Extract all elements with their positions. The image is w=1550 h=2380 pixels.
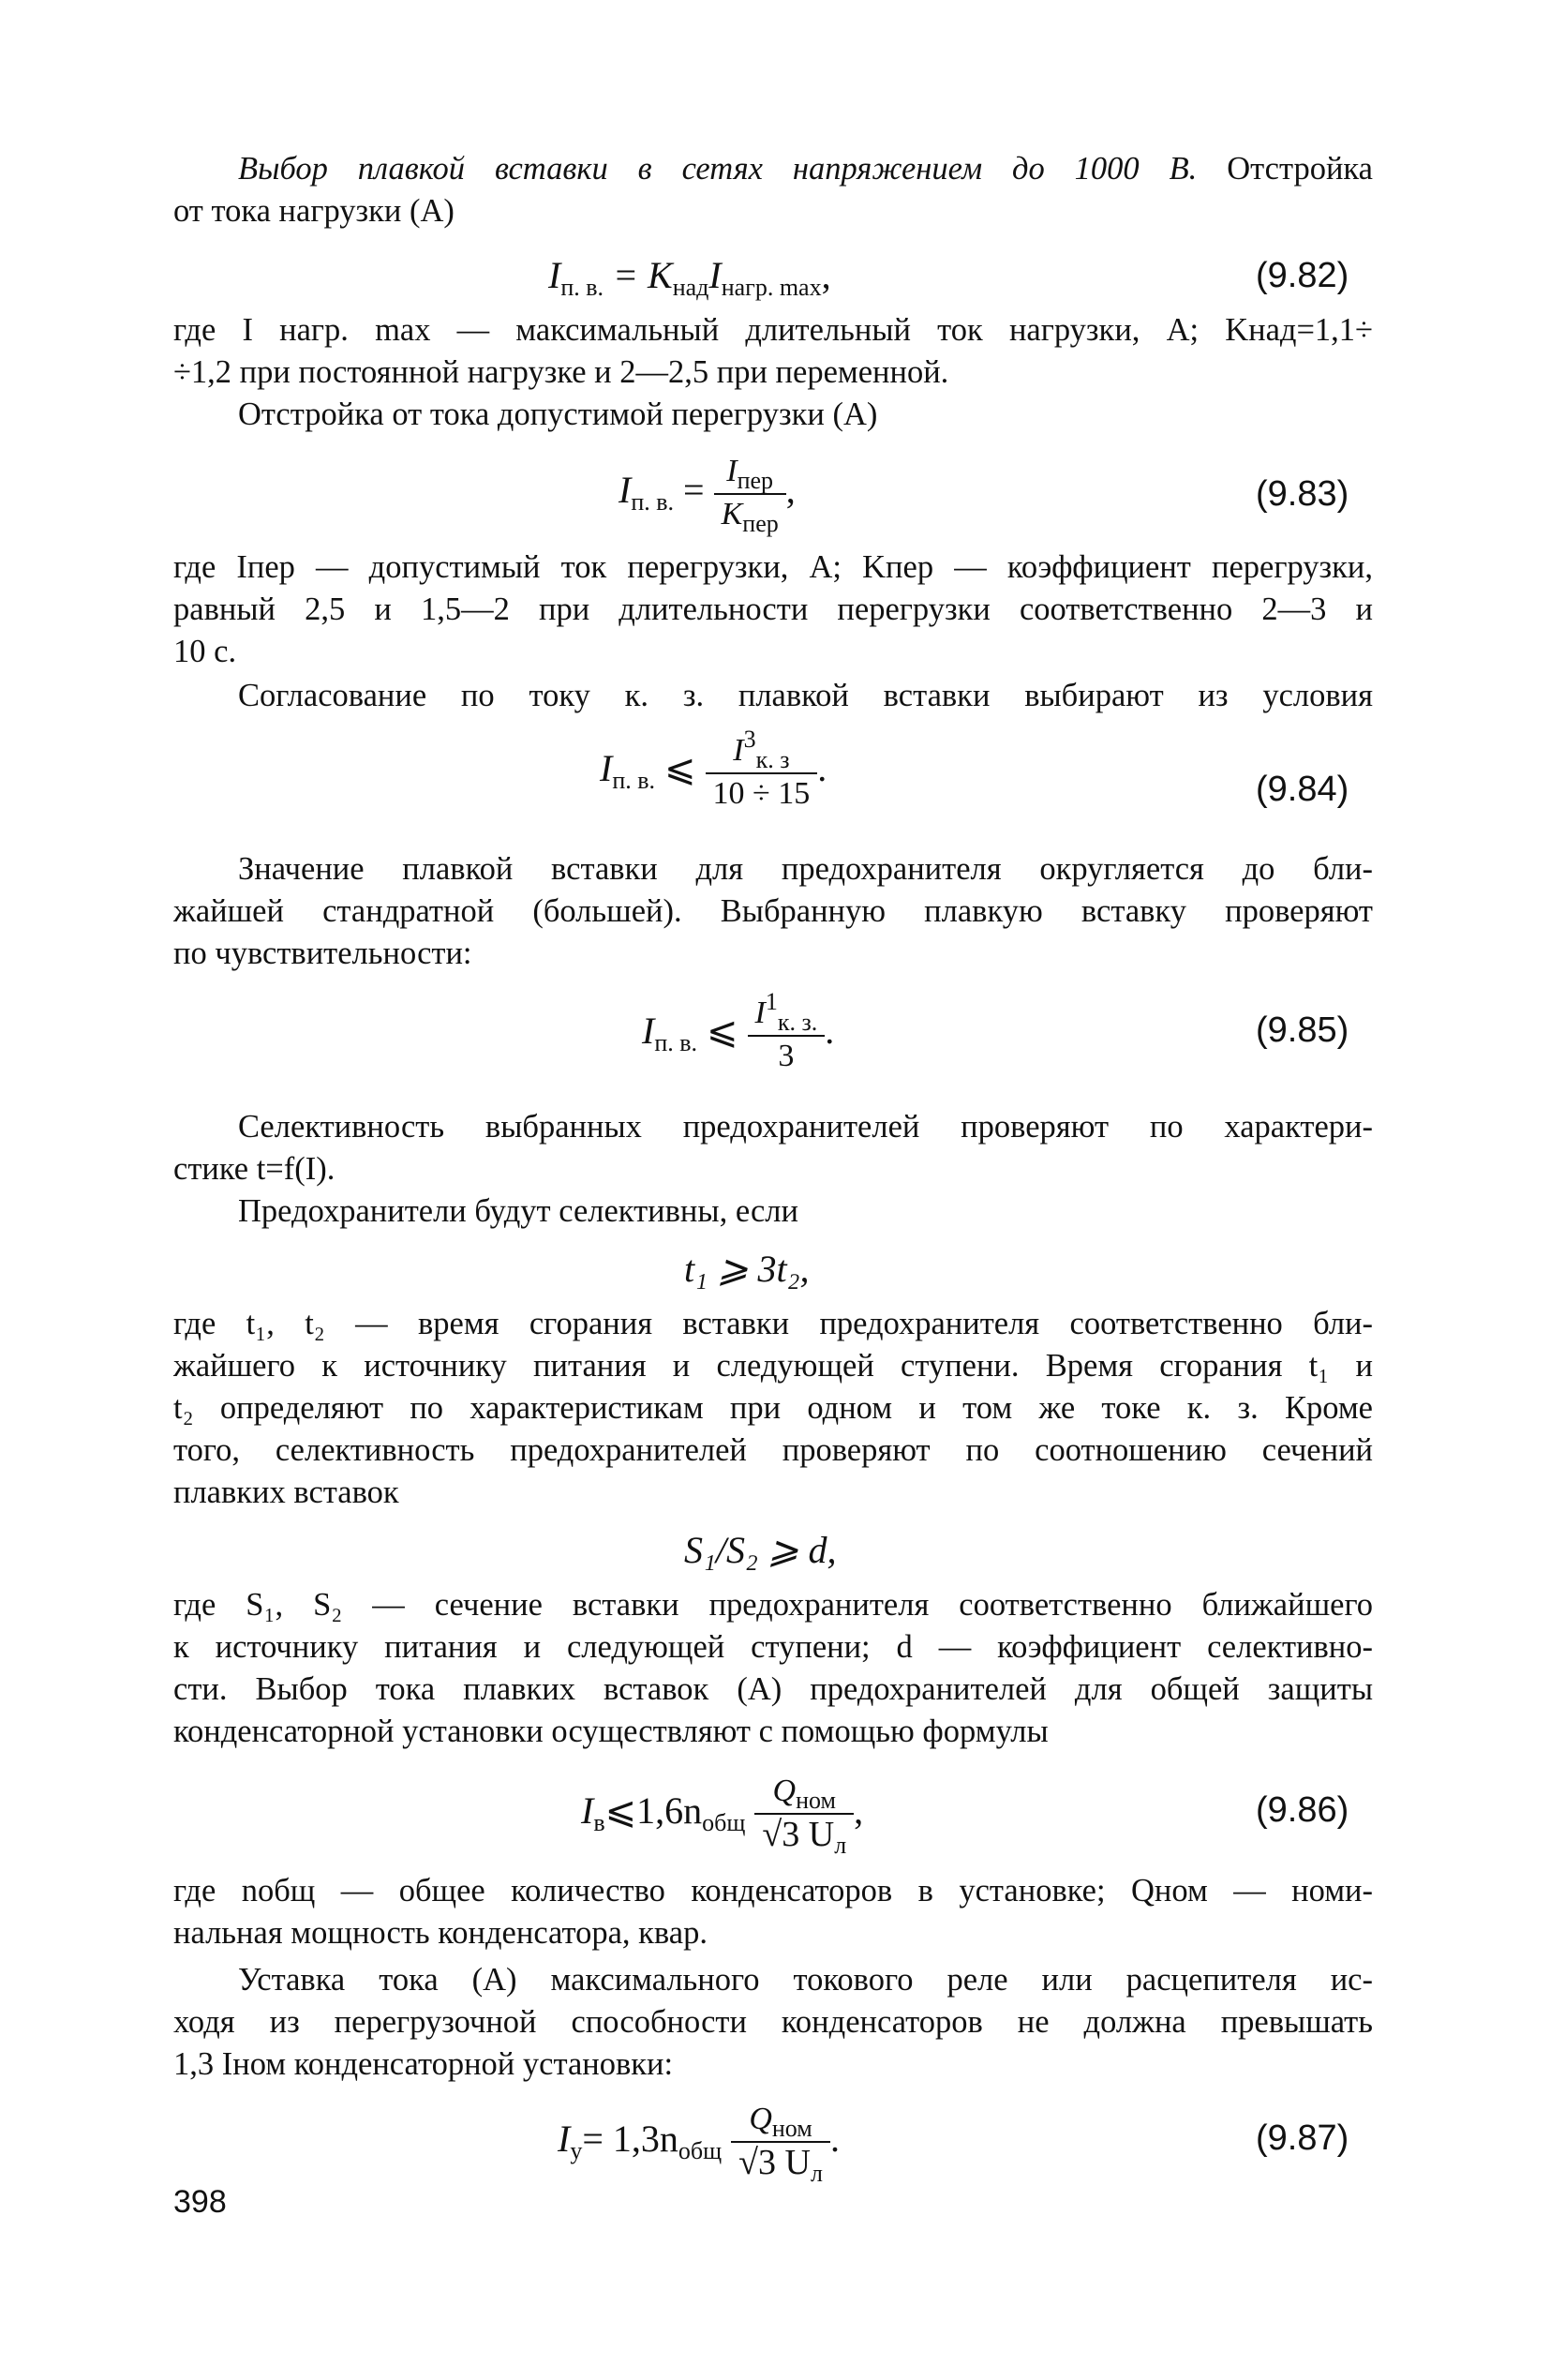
text-line: жайшей стандратной (большей). Выбранную плавкую вставку проверяют <box>173 893 1373 929</box>
text-line: плавких вставок <box>173 1474 399 1510</box>
text-line: Согласование по току к. з. плавкой вставки выбирают из условия <box>238 678 1373 713</box>
text-line: t₂ определяют по характеристикам при одном и том же токе к. з. Кроме <box>173 1390 1373 1426</box>
text-line: стике t=f(I). <box>173 1151 335 1187</box>
formula-9-82: $I_{п. в.} = K_{над}I_{нагр. max}$, <box>548 254 831 301</box>
text-line: жайшего к источнику питания и следующей ступени. Время сгорания t₁ и <box>173 1348 1373 1384</box>
text-line: где I нагр. max — максимальный длительный ток нагрузки, А; Kнад=1,1÷ <box>173 312 1373 348</box>
text-line: от тока нагрузки (А) <box>173 193 455 229</box>
formula-t1-t2: t₁ ⩾ 3t₂, <box>684 1248 810 1290</box>
text-line: 1,3 Iном конденсаторной установки: <box>173 2046 674 2082</box>
text-line: конденсаторной установки осуществляют с помощью формулы <box>173 1714 1049 1749</box>
fraction: $\frac{I^3_{к. з}}{10 \div 15}$ <box>706 731 818 814</box>
equation-number: (9.86) <box>1256 1790 1349 1830</box>
text-line: ÷1,2 при постоянной нагрузке и 2—2,5 при переменной. <box>173 354 949 390</box>
formula-9-86: $I_в⩽1,6n_{общ}$ $\frac{Q_{ном}}{√3 U_л}$ , <box>581 1774 864 1859</box>
text-line: где S₁, S₂ — сечение вставки предохранителя соответственно ближайшего <box>173 1587 1373 1623</box>
text-line: Селективность выбранных предохранителей проверяют по характери- <box>238 1109 1373 1145</box>
text-line: ходя из перегрузочной способности конденсаторов не должна превышать <box>173 2004 1373 2040</box>
text-line: 10 с. <box>173 634 237 669</box>
text-line: Уставка тока (А) максимального токового реле или расцепителя ис- <box>238 1962 1373 1998</box>
text-line: Предохранители будут селективны, если <box>238 1193 798 1229</box>
fraction: $\frac{I_{пер}}{K_{пер}}$ <box>714 452 786 536</box>
page-number: 398 <box>173 2184 227 2220</box>
text-line: Значение плавкой вставки для предохранителя округляется до бли- <box>238 851 1373 887</box>
text-line: равный 2,5 и 1,5—2 при длительности перегрузки соответственно 2—3 и <box>173 591 1373 627</box>
equation-number: (9.83) <box>1256 474 1349 514</box>
fraction: $\frac{Q_{ном}}{√3 U_л}$ <box>754 1772 854 1858</box>
text-line: где t₁, t₂ — время сгорания вставки предохранителя соответственно бли- <box>173 1306 1373 1341</box>
formula-9-87: $I_у= 1,3n_{общ}$ $\frac{Q_{ном}}{√3 U_л}$ . <box>558 2102 840 2187</box>
text-line: к источнику питания и следующей ступени; d — коэффициент селективно- <box>173 1629 1373 1665</box>
text-line: Отстройка от тока допустимой перегрузки (А) <box>238 397 878 432</box>
section-heading-line <box>238 148 1373 189</box>
text-line: по чувствительности: <box>173 936 472 971</box>
equation-number: (9.85) <box>1256 1010 1349 1050</box>
section-heading-rest: Отстройка <box>1227 151 1373 187</box>
text-line: где Iпер — допустимый ток перегрузки, А; Kпер — коэффициент перегрузки, <box>173 549 1373 585</box>
fraction: $\frac{Q_{ном}}{√3 U_л}$ <box>731 2100 830 2186</box>
formula-9-85: $I_{п. в.}$ ⩽ $\frac{I^1_{к. з.}}{3}$ . <box>642 994 834 1076</box>
equation-number: (9.84) <box>1256 770 1349 809</box>
text-line: нальная мощность конденсатора, квар. <box>173 1915 708 1951</box>
text-line: сти. Выбор тока плавких вставок (А) предохранителей для общей защиты <box>173 1671 1373 1707</box>
text-line: того, селективность предохранителей проверяют по соотношению сечений <box>173 1432 1373 1468</box>
section-heading-italic: Выбор плавкой вставки в сетях напряжением до 1000 В. <box>238 151 1198 187</box>
text-line: где nобщ — общее количество конденсаторов в установке; Qном — номи- <box>173 1873 1373 1908</box>
equation-number: (9.82) <box>1256 256 1349 295</box>
formula-9-84: $I_{п. в.}$ ⩽ $\frac{I^3_{к. з}}{10 \div 15}$ . <box>600 731 827 814</box>
equation-number: (9.87) <box>1256 2118 1349 2158</box>
formula-9-83: $I_{п. в.}$ = $\frac{I_{пер}}{K_{пер}}$ , <box>619 454 796 537</box>
formula-s1-s2: S₁/S₂ ⩾ d, <box>684 1529 837 1571</box>
fraction: $\frac{I^1_{к. з.}}{3}$ <box>748 994 826 1076</box>
